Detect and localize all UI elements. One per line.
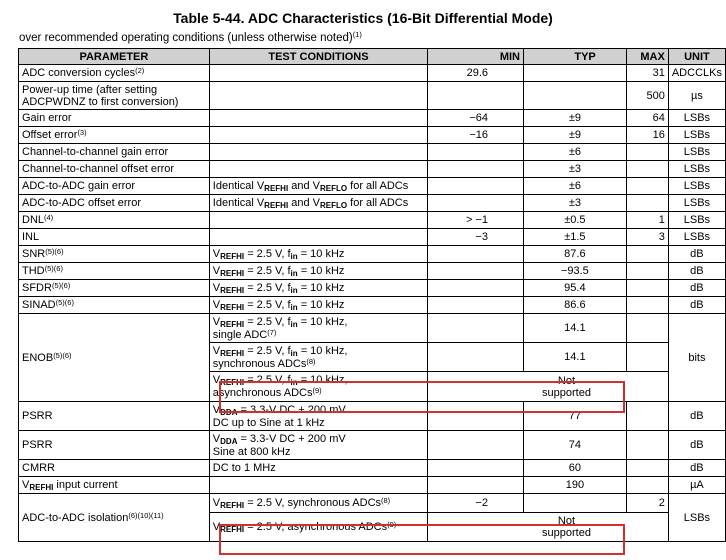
unit-cell: LSBs: [668, 195, 725, 212]
max-cell: [626, 263, 668, 280]
min-cell: > −1: [428, 212, 524, 229]
test-cell: $V_{REFHI} = 2.5$ V, asynchronous ADCs$^{(9)}$: [209, 513, 427, 542]
min-cell: −2: [428, 494, 524, 513]
table-subtitle: over recommended operating conditions (unless otherwise noted)$^{(1)}$: [19, 30, 362, 44]
unit-cell: LSBs: [668, 110, 725, 127]
table-row: [19, 314, 726, 343]
unit-cell: LSBs: [668, 229, 725, 246]
min-cell: 29.6: [428, 65, 524, 82]
min-cell: [428, 246, 524, 263]
max-cell: [626, 460, 668, 477]
max-cell: [626, 431, 668, 460]
test-cell: $V_{DDA} = 3.3-V$ DC + 200 mV Sine at 800 kHz: [209, 431, 427, 460]
max-cell: [626, 144, 668, 161]
typ-cell: ±9: [524, 127, 627, 144]
unit-cell: LSBs: [668, 127, 725, 144]
min-cell: [428, 263, 524, 280]
table-row: [19, 297, 726, 314]
max-cell: 16: [626, 127, 668, 144]
max-cell: [626, 477, 668, 494]
typ-cell: 87.6: [524, 246, 627, 263]
unit-cell: dB: [668, 280, 725, 297]
min-cell: [428, 402, 524, 431]
unit-cell: dB: [668, 246, 725, 263]
test-cell: $V_{REFHI} = 2.5$ V, synchronous ADCs$^{(8)}$: [209, 494, 427, 513]
min-cell: −3: [428, 229, 524, 246]
header-min: MIN: [428, 49, 524, 65]
typ-cell: 60: [524, 460, 627, 477]
table-row: [19, 477, 726, 494]
param-cell: $SINAD^{(5)(6)}$: [19, 297, 210, 314]
test-cell: $V_{REFHI} = 2.5$ V, $f_{in} = 10$ kHz: [209, 297, 427, 314]
param-cell: ADC-to-ADC gain error: [19, 178, 210, 195]
typ-cell: 190: [524, 477, 627, 494]
test-cell: $V_{REFHI} = 2.5$ V, $f_{in} = 10$ kHz, synchronous ADCs$^{(8)}$: [209, 343, 427, 372]
unit-cell: LSBs: [668, 212, 725, 229]
header-typ: TYP: [524, 49, 627, 65]
typ-cell: ±1.5: [524, 229, 627, 246]
min-cell: [428, 314, 524, 343]
unit-cell: LSBs: [668, 178, 725, 195]
test-cell: [209, 477, 427, 494]
min-cell: [428, 477, 524, 494]
typ-cell: 86.6: [524, 297, 627, 314]
min-cell: [428, 144, 524, 161]
test-cell: DC to 1 MHz: [209, 460, 427, 477]
max-cell: [626, 402, 668, 431]
min-cell: −16: [428, 127, 524, 144]
typ-cell: 95.4: [524, 280, 627, 297]
min-cell: [428, 195, 524, 212]
typ-cell: 77: [524, 402, 627, 431]
table-row: [19, 263, 726, 280]
unit-cell: dB: [668, 297, 725, 314]
max-cell: 1: [626, 212, 668, 229]
test-cell: [209, 144, 427, 161]
header-test-conditions: TEST CONDITIONS: [209, 49, 427, 65]
table-title: Table 5-44. ADC Characteristics (16-Bit Differential Mode): [173, 10, 553, 26]
param-cell: $SFDR^{(5)(6)}$: [19, 280, 210, 297]
table-row: [19, 195, 726, 212]
max-cell: [626, 246, 668, 263]
max-cell: [626, 178, 668, 195]
test-cell: $V_{REFHI} = 2.5$ V, $f_{in} = 10$ kHz: [209, 246, 427, 263]
min-cell: [428, 178, 524, 195]
min-cell: [428, 297, 524, 314]
param-cell: ADC-to-ADC isolation$^{(6)(10)(11)}$: [19, 494, 210, 542]
table-row: [19, 127, 726, 144]
min-cell: −64: [428, 110, 524, 127]
table-row: [19, 280, 726, 297]
header-max: MAX: [626, 49, 668, 65]
test-cell: [209, 212, 427, 229]
table-row: [19, 460, 726, 477]
param-cell: PSRR: [19, 431, 210, 460]
table-row: [19, 431, 726, 460]
param-cell: Gain error: [19, 110, 210, 127]
typ-cell: 74: [524, 431, 627, 460]
table-row: [19, 178, 726, 195]
max-cell: [626, 314, 668, 343]
unit-cell: ADCCLKs: [668, 65, 725, 82]
unit-cell: µs: [668, 82, 725, 110]
min-cell: [428, 431, 524, 460]
header-row: [19, 49, 726, 65]
param-cell: INL: [19, 229, 210, 246]
min-cell: [428, 161, 524, 178]
param-cell: Power-up time (after setting ADCPWDNZ to first conversion): [19, 82, 210, 110]
max-cell: 31: [626, 65, 668, 82]
unit-cell: bits: [668, 314, 725, 402]
min-cell: [428, 460, 524, 477]
table-row: [19, 246, 726, 263]
param-cell: ADC conversion cycles$^{(2)}$: [19, 65, 210, 82]
test-cell: [209, 65, 427, 82]
max-cell: [626, 280, 668, 297]
typ-cell: [524, 494, 627, 513]
table-row: [19, 402, 726, 431]
max-cell: [626, 161, 668, 178]
test-cell: Identical $V_{REFHI}$ and $V_{REFLO}$ for all ADCs: [209, 178, 427, 195]
typ-cell: −93.5: [524, 263, 627, 280]
test-cell: $V_{REFHI} = 2.5$ V, $f_{in} = 10$ kHz: [209, 263, 427, 280]
test-cell: $V_{REFHI} = 2.5$ V, $f_{in} = 10$ kHz: [209, 280, 427, 297]
typ-cell: ±3: [524, 161, 627, 178]
test-cell: $V_{REFHI} = 2.5$ V, $f_{in} = 10$ kHz, single ADC$^{(7)}$: [209, 314, 427, 343]
max-cell: 500: [626, 82, 668, 110]
min-cell: [428, 82, 524, 110]
unit-cell: LSBs: [668, 144, 725, 161]
param-cell: PSRR: [19, 402, 210, 431]
typ-cell: 14.1: [524, 343, 627, 372]
unit-cell: dB: [668, 402, 725, 431]
typ-cell: ±3: [524, 195, 627, 212]
table-row: [19, 65, 726, 82]
header-unit: UNIT: [668, 49, 725, 65]
table-row: [19, 212, 726, 229]
typ-cell: ±0.5: [524, 212, 627, 229]
param-cell: CMRR: [19, 460, 210, 477]
table-row: [19, 229, 726, 246]
min-cell: [428, 280, 524, 297]
test-cell: $V_{DDA} = 3.3-V$ DC + 200 mV DC up to Sine at 1 kHz: [209, 402, 427, 431]
test-cell: [209, 82, 427, 110]
typ-cell: Not supported: [428, 372, 669, 402]
unit-cell: dB: [668, 460, 725, 477]
param-cell: $ENOB^{(5)(6)}$: [19, 314, 210, 402]
test-cell: [209, 161, 427, 178]
max-cell: [626, 297, 668, 314]
param-cell: DNL$^{(4)}$: [19, 212, 210, 229]
table-row: [19, 494, 726, 513]
typ-cell: 14.1: [524, 314, 627, 343]
typ-cell: ±6: [524, 178, 627, 195]
param-cell: Channel-to-channel gain error: [19, 144, 210, 161]
param-cell: ADC-to-ADC offset error: [19, 195, 210, 212]
param-cell: $THD^{(5)(6)}$: [19, 263, 210, 280]
test-cell: [209, 229, 427, 246]
table-row: [19, 82, 726, 110]
typ-cell: ±6: [524, 144, 627, 161]
test-cell: $V_{REFHI} = 2.5$ V, $f_{in} = 10$ kHz, asynchronous ADCs$^{(9)}$: [209, 372, 427, 402]
table-row: [19, 144, 726, 161]
typ-cell: [524, 65, 627, 82]
typ-cell: [524, 82, 627, 110]
table-row: [19, 110, 726, 127]
param-cell: $V_{REFHI}$ input current: [19, 477, 210, 494]
max-cell: [626, 343, 668, 372]
unit-cell: dB: [668, 263, 725, 280]
test-cell: [209, 110, 427, 127]
header-parameter: PARAMETER: [19, 49, 210, 65]
param-cell: Offset error$^{(3)}$: [19, 127, 210, 144]
max-cell: 64: [626, 110, 668, 127]
min-cell: [428, 343, 524, 372]
unit-cell: LSBs: [668, 161, 725, 178]
test-cell: Identical $V_{REFHI}$ and $V_{REFLO}$ for all ADCs: [209, 195, 427, 212]
test-cell: [209, 127, 427, 144]
unit-cell: dB: [668, 431, 725, 460]
table-row: [19, 161, 726, 178]
unit-cell: LSBs: [668, 494, 725, 542]
typ-cell: Not supported: [428, 513, 669, 542]
max-cell: [626, 195, 668, 212]
max-cell: 2: [626, 494, 668, 513]
max-cell: 3: [626, 229, 668, 246]
adc-characteristics-table: [18, 48, 726, 542]
unit-cell: µA: [668, 477, 725, 494]
typ-cell: ±9: [524, 110, 627, 127]
param-cell: Channel-to-channel offset error: [19, 161, 210, 178]
param-cell: $SNR^{(5)(6)}$: [19, 246, 210, 263]
